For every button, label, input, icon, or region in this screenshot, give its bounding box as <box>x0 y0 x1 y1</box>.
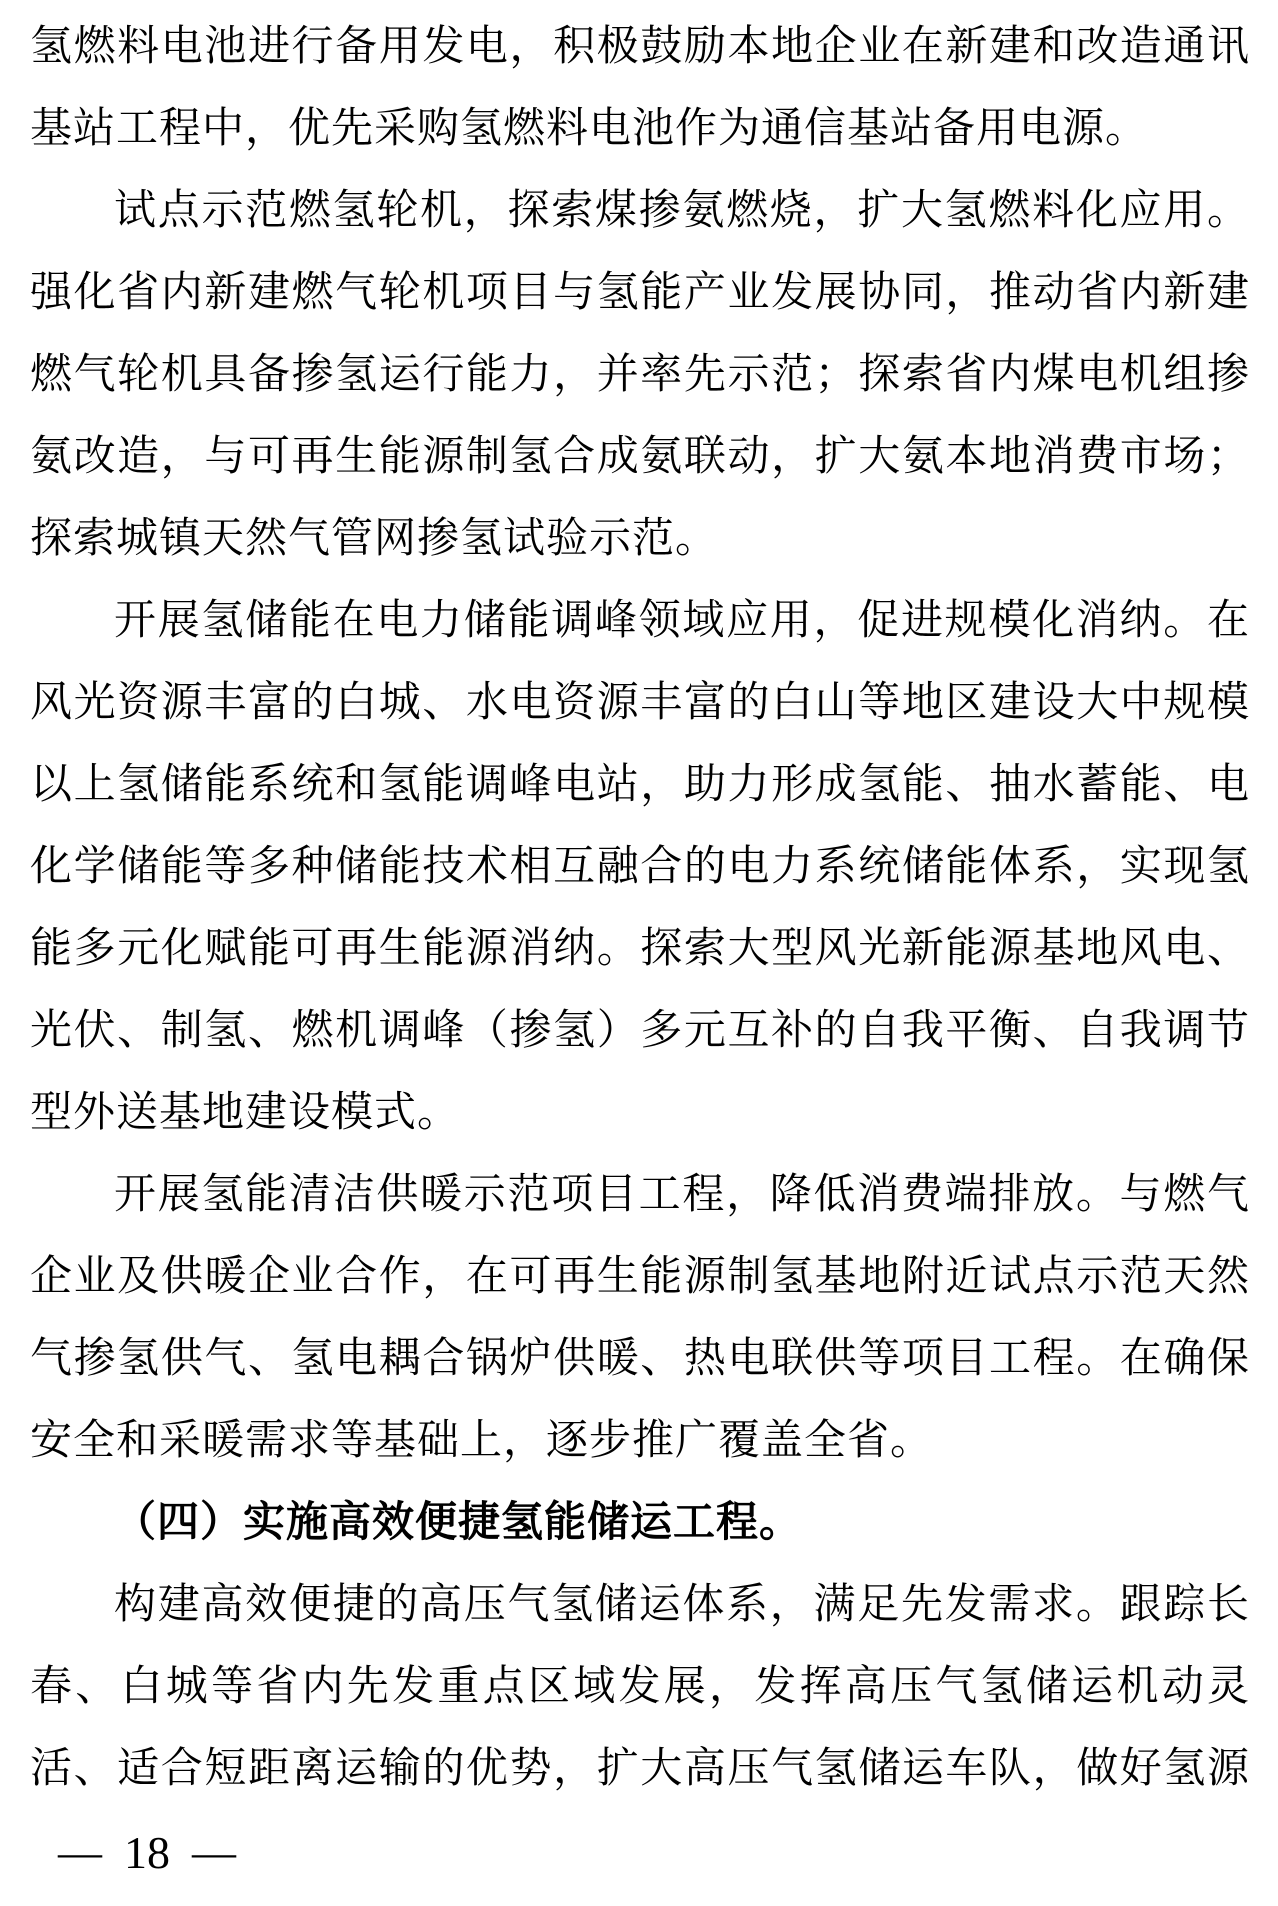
text-line: 气掺氢供气、氢电耦合锅炉供暖、热电联供等项目工程。在确保 <box>30 1336 1250 1382</box>
text-line: 开展氢能清洁供暖示范项目工程，降低消费端排放。与燃气 <box>114 1172 1250 1218</box>
text-line: 型外送基地建设模式。 <box>30 1090 461 1136</box>
text-line: 风光资源丰富的白城、水电资源丰富的白山等地区建设大中规模 <box>30 680 1250 726</box>
section-heading: （四）实施高效便捷氢能储运工程。 <box>114 1500 803 1546</box>
text-line: 开展氢储能在电力储能调峰领域应用，促进规模化消纳。在 <box>114 598 1250 644</box>
text-line: 燃气轮机具备掺氢运行能力，并率先示范；探索省内煤电机组掺 <box>30 352 1250 398</box>
text-line: 能多元化赋能可再生能源消纳。探索大型风光新能源基地风电、 <box>30 926 1250 972</box>
text-line: 企业及供暖企业合作，在可再生能源制氢基地附近试点示范天然 <box>30 1254 1250 1300</box>
page-number: 18 <box>124 1827 170 1878</box>
text-line: 基站工程中，优先采购氢燃料电池作为通信基站备用电源。 <box>30 106 1149 152</box>
footer-left-dash: — <box>58 1828 102 1877</box>
footer-right-dash: — <box>192 1828 236 1877</box>
text-line: 探索城镇天然气管网掺氢试验示范。 <box>30 516 719 562</box>
text-line: 活、适合短距离运输的优势，扩大高压气氢储运车队，做好氢源 <box>30 1746 1250 1792</box>
text-line: 试点示范燃氢轮机，探索煤掺氨燃烧，扩大氢燃料化应用。 <box>114 188 1250 234</box>
text-line: 化学储能等多种储能技术相互融合的电力系统储能体系，实现氢 <box>30 844 1250 890</box>
text-line: 春、白城等省内先发重点区域发展，发挥高压气氢储运机动灵 <box>30 1664 1250 1710</box>
page-footer <box>58 1828 236 1878</box>
text-line: 以上氢储能系统和氢能调峰电站，助力形成氢能、抽水蓄能、电 <box>30 762 1250 808</box>
text-line: 氢燃料电池进行备用发电，积极鼓励本地企业在新建和改造通讯 <box>30 24 1250 70</box>
text-line: 光伏、制氢、燃机调峰（掺氢）多元互补的自我平衡、自我调节 <box>30 1008 1250 1054</box>
document-body <box>30 6 1250 1810</box>
text-line: 安全和采暖需求等基础上，逐步推广覆盖全省。 <box>30 1418 934 1464</box>
text-line: 强化省内新建燃气轮机项目与氢能产业发展协同，推动省内新建 <box>30 270 1250 316</box>
text-line: 构建高效便捷的高压气氢储运体系，满足先发需求。跟踪长 <box>114 1582 1250 1628</box>
text-line: 氨改造，与可再生能源制氢合成氨联动，扩大氨本地消费市场； <box>30 434 1250 480</box>
